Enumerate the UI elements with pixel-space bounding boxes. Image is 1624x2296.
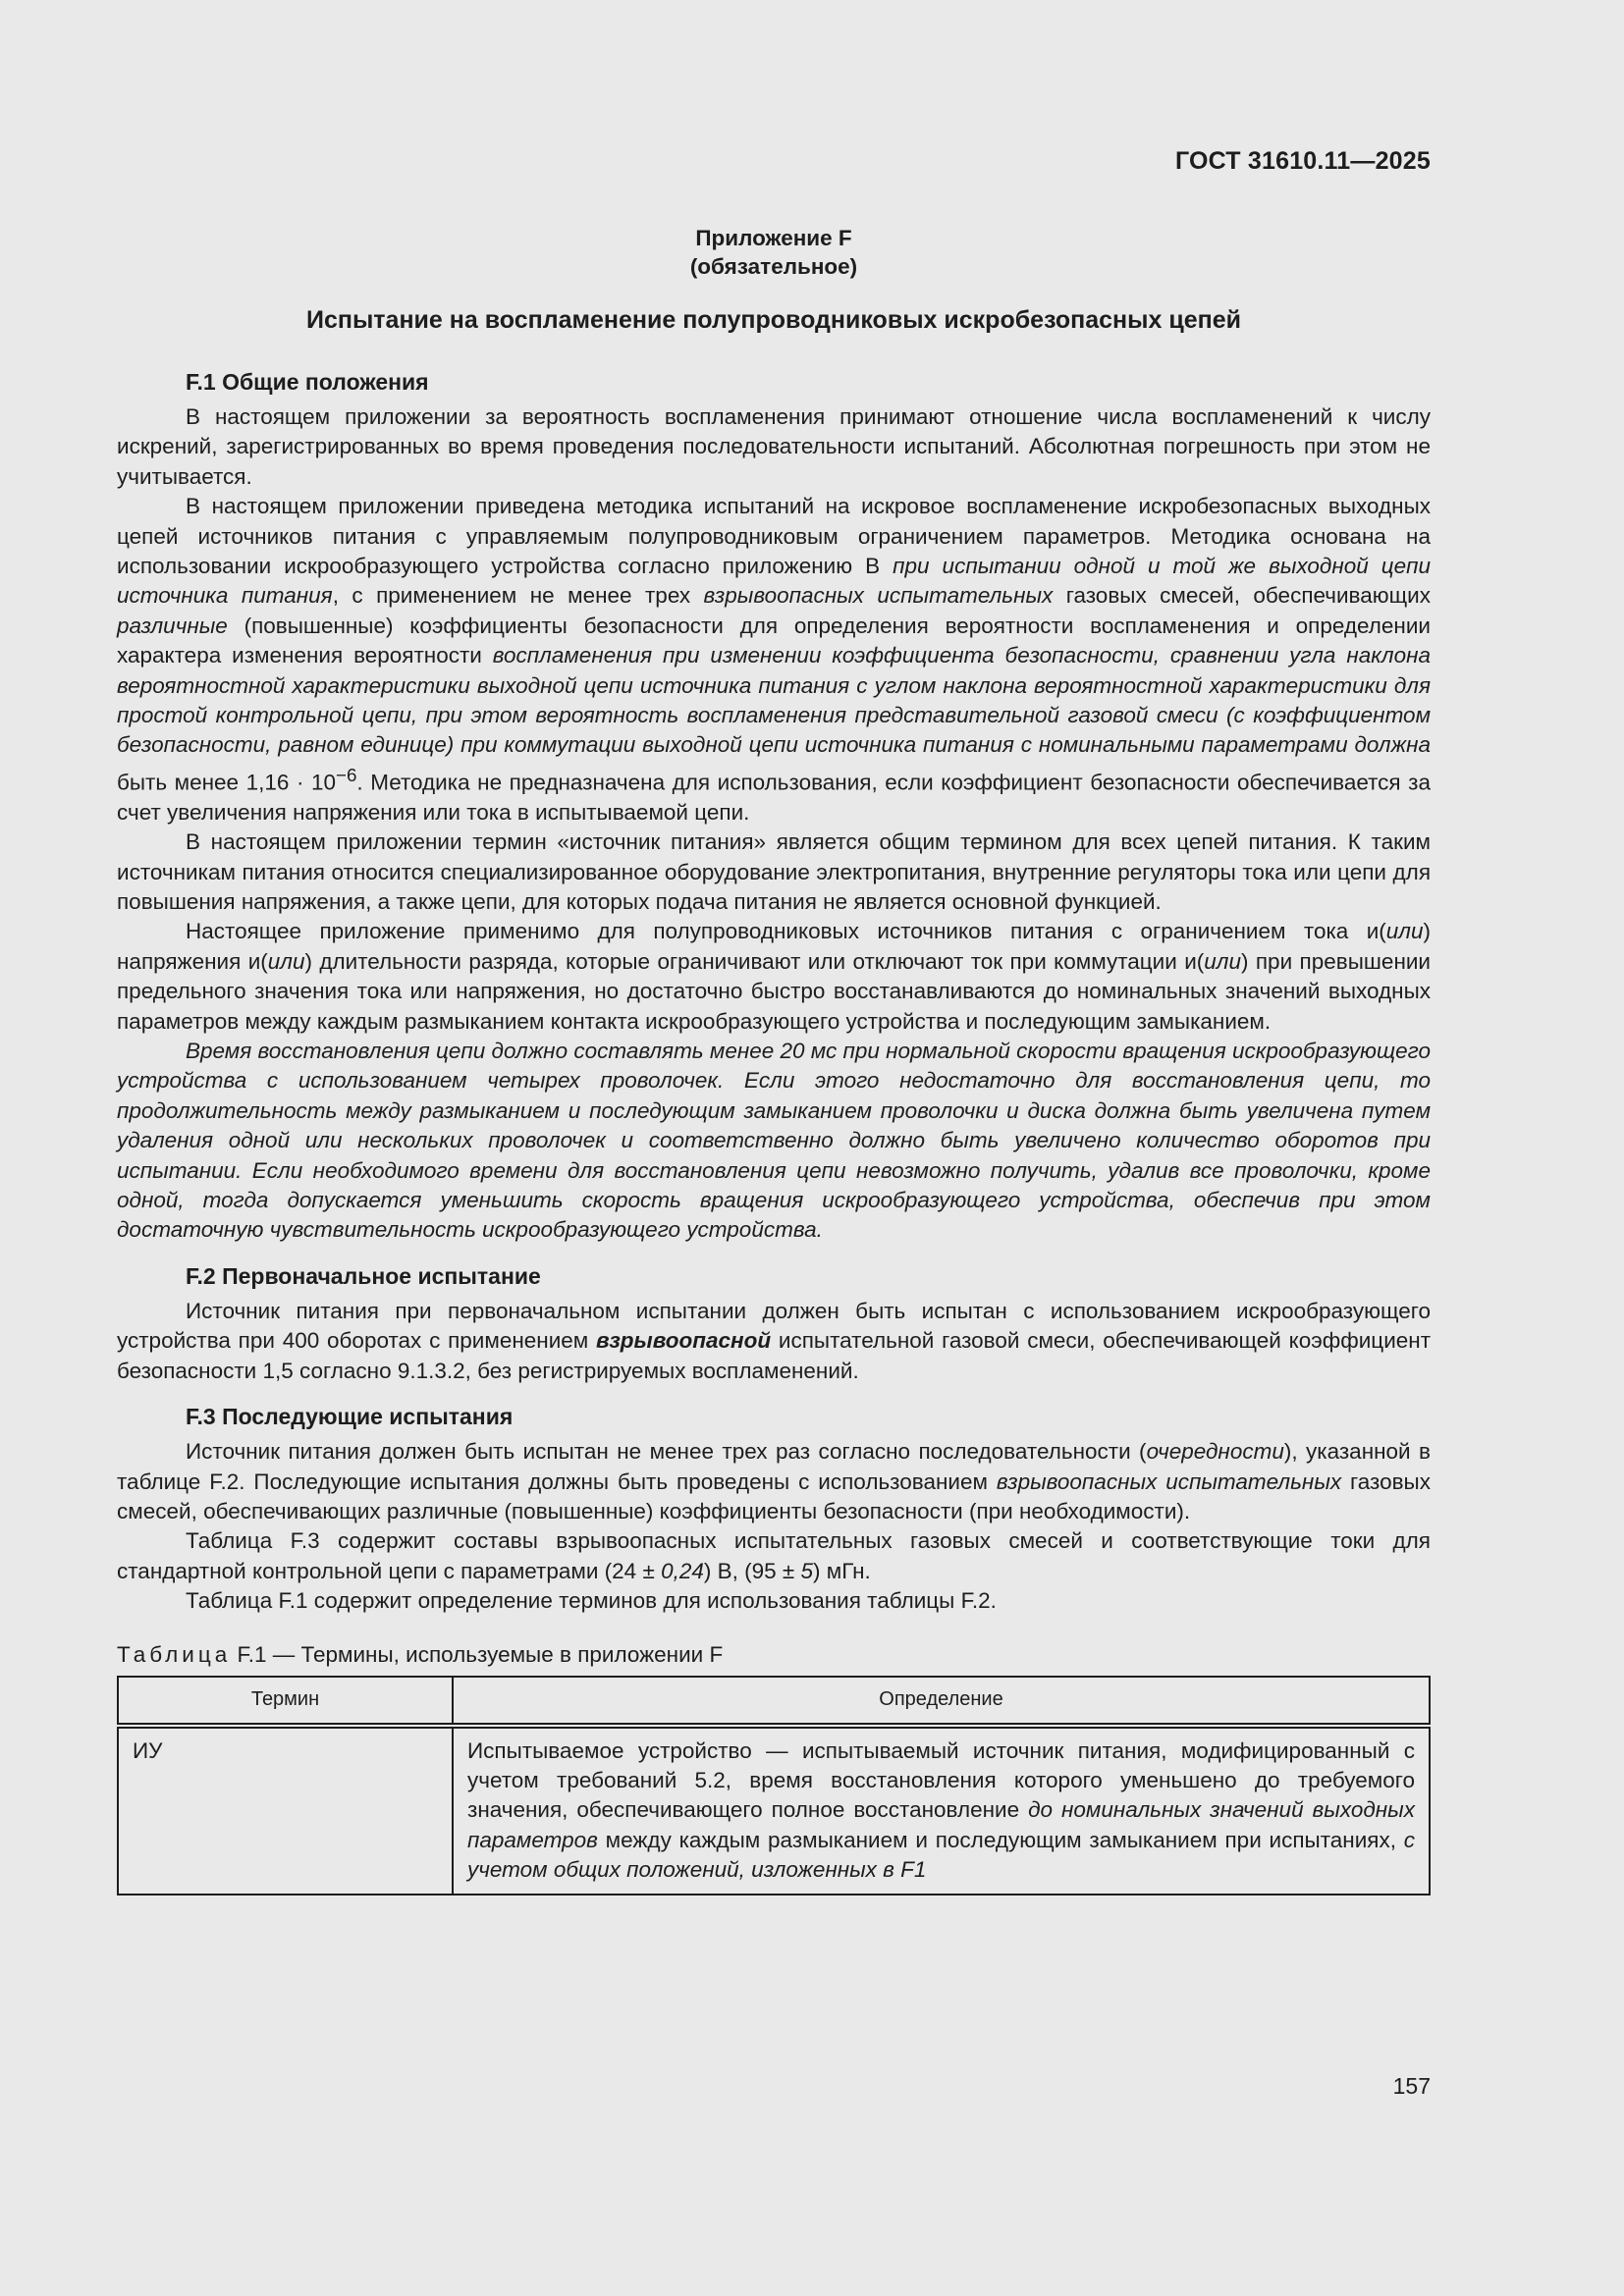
annex-header xyxy=(117,224,1431,281)
column-header-definition: Определение xyxy=(453,1677,1430,1726)
term-cell: ИУ xyxy=(118,1726,453,1895)
paragraph: Источник питания должен быть испытан не менее трех раз согласно последовательности (очередности), указанной в таблице F.2. Последующие испытания должны быть проведены с использованием взрывоопасных испытательных газовых смесей, обеспечивающих различные (повышенные) коэффициенты безопасности (при необходимости). xyxy=(117,1439,1432,1523)
paragraph: Источник питания при первоначальном испытании должен быть испытан с использованием искрообразующего устройства при 400 оборотах с применением взрывоопасной испытательной газовой смеси, обеспечивающей коэффициент безопасности 1,5 согласно 9.1.3.2, без регистрируемых воспламенений. xyxy=(117,1298,1432,1383)
column-header-term: Термин xyxy=(118,1677,453,1726)
paragraph: Таблица F.1 содержит определение терминов для использования таблицы F.2. xyxy=(186,1588,997,1614)
annex-status: (обязательное) xyxy=(689,254,858,279)
document-id: ГОСТ 31610.11—2025 xyxy=(1174,147,1431,175)
table-caption: Таблица F.1 — Термины, используемые в приложении F xyxy=(117,1641,724,1667)
annex-label: Приложение F xyxy=(695,226,852,250)
paragraph: Таблица F.3 содержит составы взрывоопасных испытательных газовых смесей и соответствующие токи для стандартной контрольной цепи с параметрами (24 ± 0,24) В, (95 ± 5) мГн. xyxy=(117,1528,1431,1583)
page-content xyxy=(117,224,1431,1896)
section-heading-f3: F.3 Последующие испытания xyxy=(186,1404,514,1430)
section-heading-f2: F.2 Первоначальное испытание xyxy=(186,1262,541,1289)
annex-title: Испытание на воспламенение полупроводниковых искробезопасных цепей xyxy=(305,306,1241,334)
paragraph: В настоящем приложении приведена методика испытаний на искровое воспламенение искробезопасных выходных цепей источников питания с управляемым полупроводниковым ограничением параметров. Методика основана на использовании искрообразующего устройства согласно приложению В при испытании одной и той же выходной цепи источника питания, с применением не менее трех взрывоопасных испытательных газовых смесей, обеспечивающих различные (повышенные) коэффициенты безопасности для определения вероятности воспламенения и определении характера изменения вероятности воспламенения при изменении коэффициента безопасности, сравнении угла наклона вероятностной характеристики выходной цепи источника питания с углом наклона вероятностной характеристики для простой контрольной цепи, при этом вероятность воспламенения представительной газовой смеси (с коэффициентом безопасности, равном единице) при коммутации выходной цепи источника питания с номинальными параметрами должна быть менее $1,16 \cdot 10^{-6}$. Методика не предназначена для использования, если коэффициент безопасности обеспечивается за счет увеличения напряжения или тока в испытываемой цепи. xyxy=(117,494,1432,825)
page-number: 157 xyxy=(1392,2073,1431,2099)
paragraph: Время восстановления цепи должно составлять менее 20 мс при нормальной скорости вращения искрообразующего устройства с использованием четырех проволочек. Если этого недостаточно для восстановления цепи, то продолжительность между размыканием и последующим замыканием проволочки и диска должна быть увеличена путем удаления одной или нескольких проволочек и соответственно должно быть увеличено количество оборотов при испытании. Если необходимого времени для восстановления цепи невозможно получить, удалив все проволочки, кроме одной, тогда допускается уменьшить скорость вращения искрообразующего устройства, обеспечив при этом достаточную чувствительность искрообразующего устройства. xyxy=(117,1039,1431,1243)
terms-table xyxy=(117,1676,1431,1896)
definition-cell: Испытываемое устройство — испытываемый источник питания, модифицированный с учетом требований 5.2, время восстановления которого уменьшено до требуемого значения, обеспечивающего полное восстановление до номинальных значений выходных параметров между каждым размыканием и последующим замыканием при испытаниях, с учетом общих положений, изложенных в F1 xyxy=(453,1726,1430,1895)
section-heading-f1: F.1 Общие положения xyxy=(186,369,429,395)
paragraph: Настоящее приложение применимо для полупроводниковых источников питания с ограничением тока и(или) напряжения и(или) длительности разряда, которые ограничивают или отключают ток при коммутации и(или) при превышении предельного значения тока или напряжения, но достаточно быстро восстанавливаются до номинальных значений выходных параметров между каждым размыканием контакта искрообразующего устройства и последующим замыканием. xyxy=(117,919,1432,1034)
table-row xyxy=(118,1726,1430,1895)
paragraph: В настоящем приложении за вероятность воспламенения принимают отношение числа воспламенений к числу искрений, зарегистрированных во время проведения последовательности испытаний. Абсолютная погрешность при этом не учитывается. xyxy=(117,404,1431,489)
paragraph: В настоящем приложении термин «источник питания» является общим термином для всех цепей питания. К таким источникам питания относится специализированное оборудование электропитания, внутренние регуляторы тока или цепи для повышения напряжения, а также цепи, для которых подача питания не является основной функцией. xyxy=(117,829,1431,914)
